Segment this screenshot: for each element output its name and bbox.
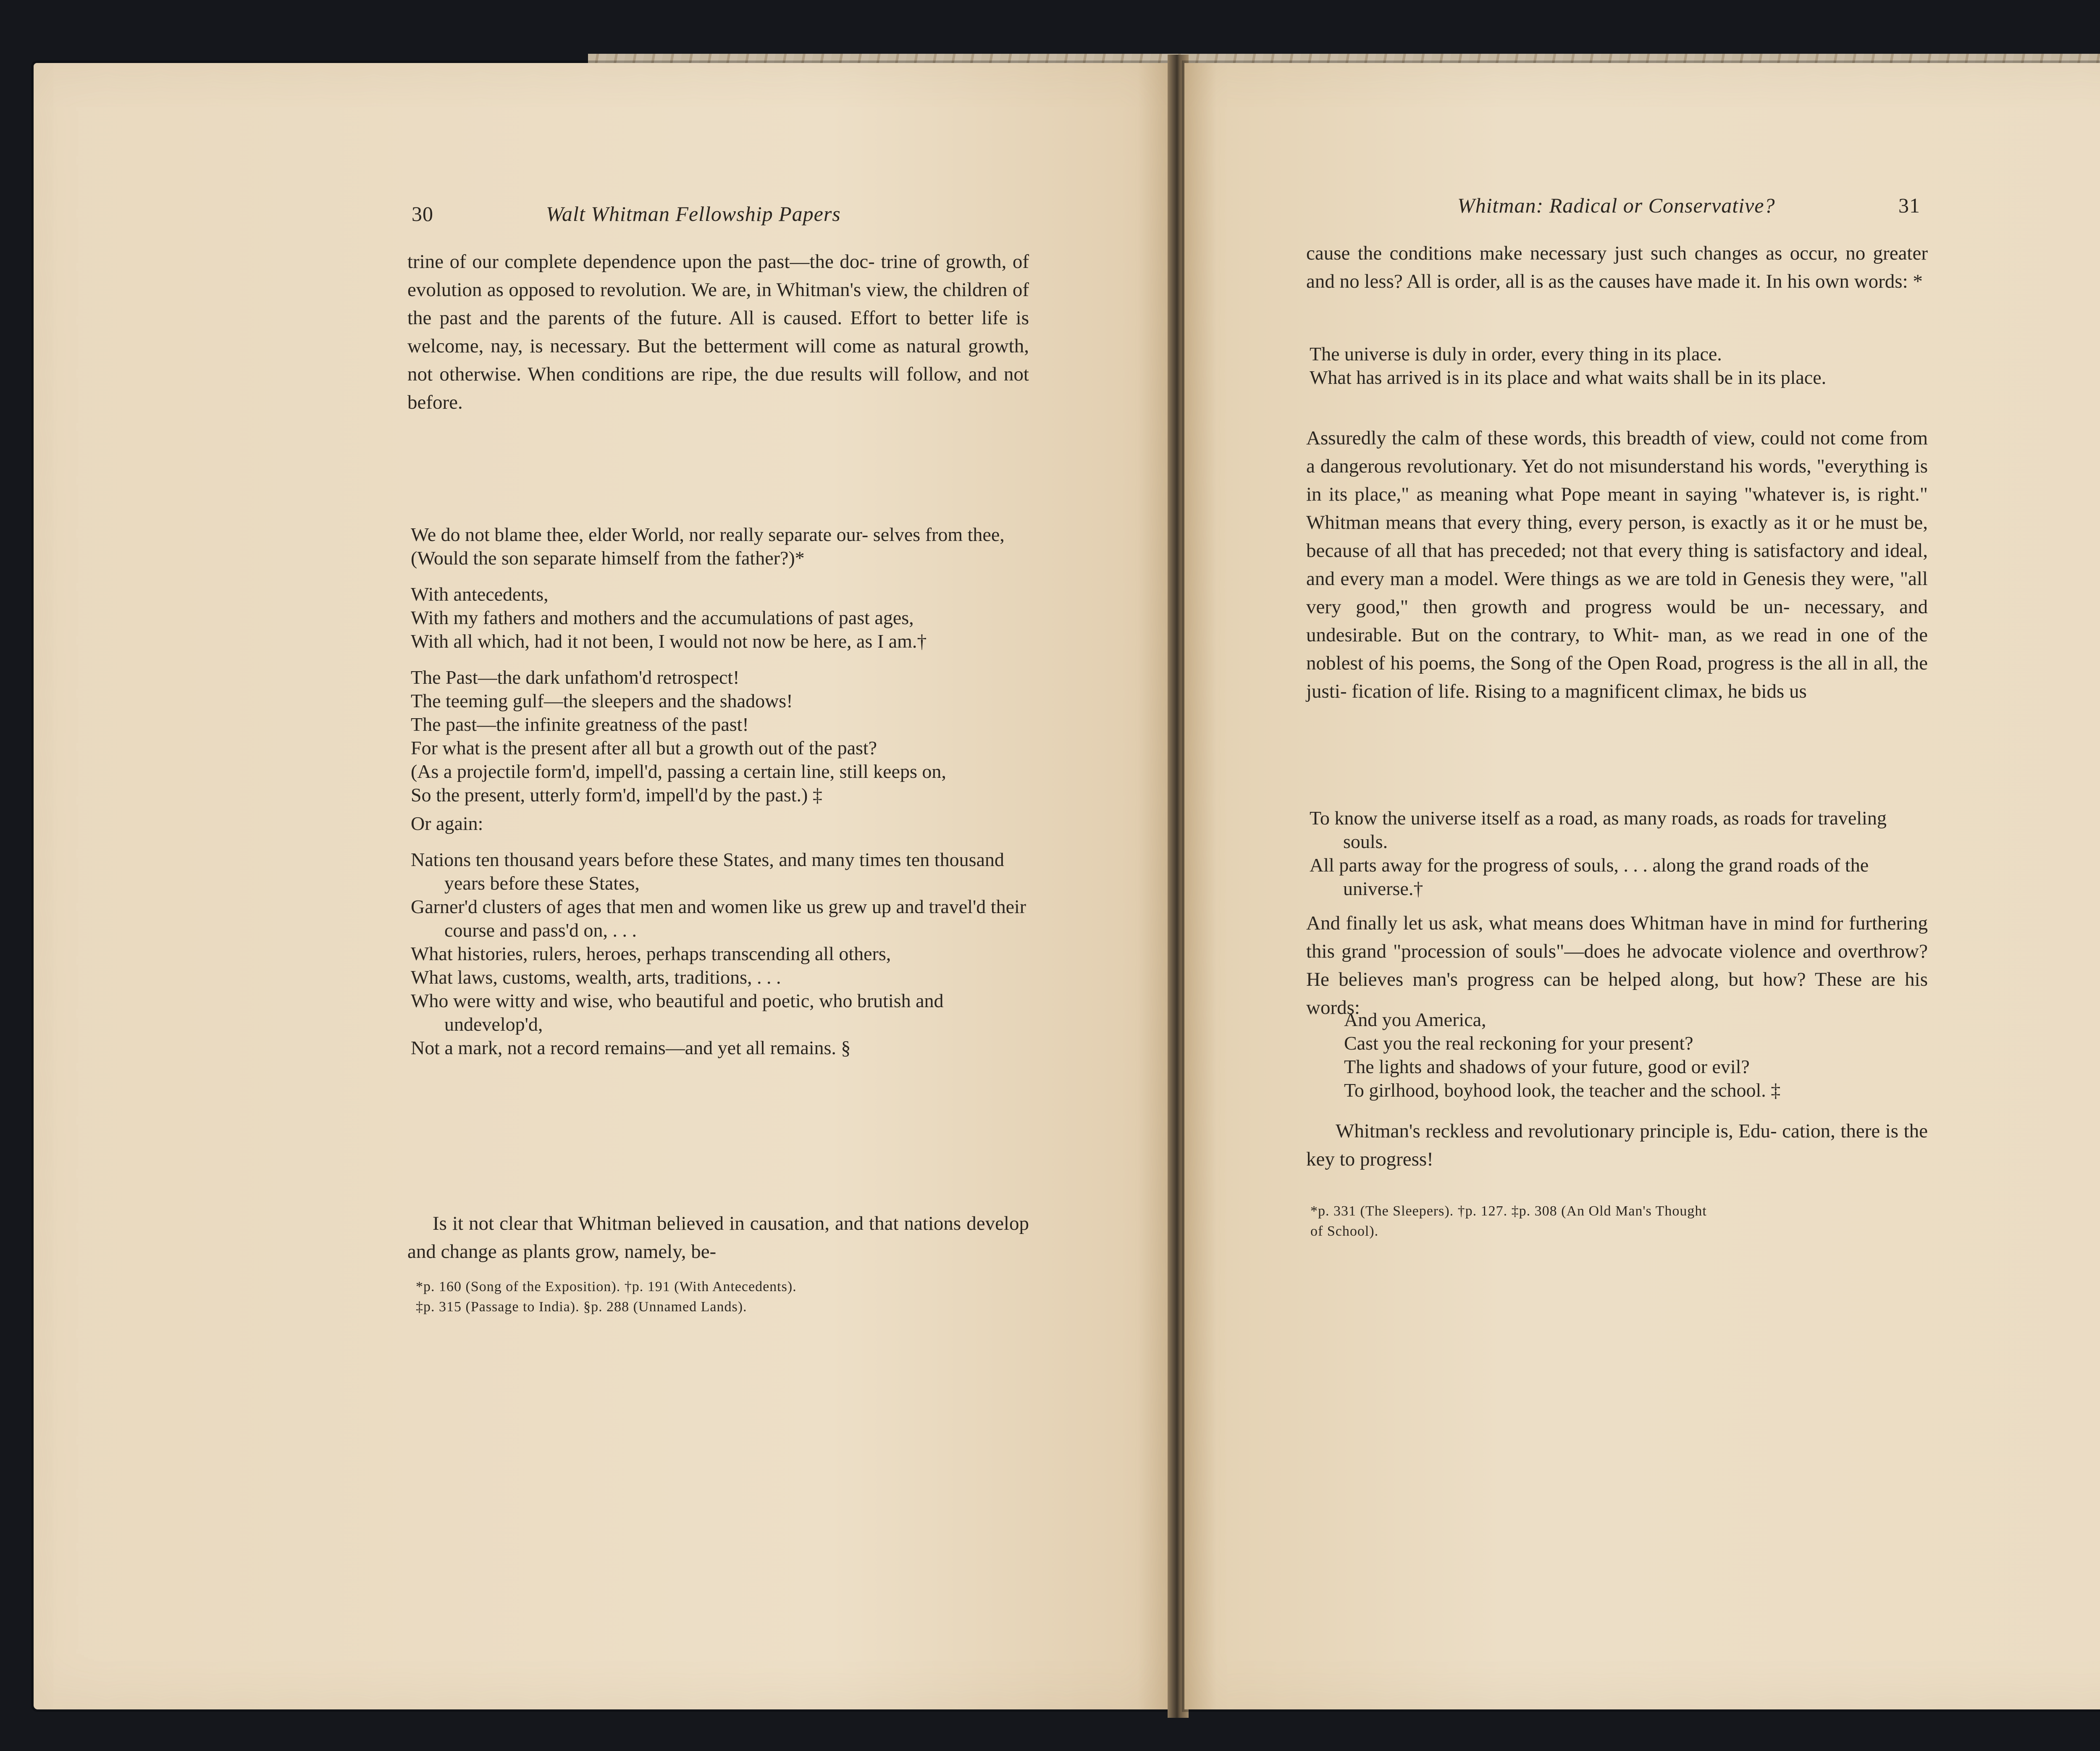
left-page [34, 63, 1172, 1709]
poem-line: Cast you the real reckoning for your present? [1344, 1032, 1693, 1054]
right-poem-2 [1310, 806, 1931, 900]
running-head-left: Walt Whitman Fellowship Papers [546, 202, 841, 226]
left-poem-block [411, 523, 1032, 1060]
right-paragraph-2: Assuredly the calm of these words, this breadth of view, could not come from a dangerous revolutionary. Yet do not misunderstand his words, "everything is in its place," as meaning what Pope meant in saying "whatever is, is right." Whitman means that every thing, every person, is exactly as it or he must be, because of all that has preceded; not that every thing is satisfactory and ideal, and every man a model. Were things as we are told in Genesis they were, "all very good," then growth and progress would be un- necessary, and undesirable. But on the contrary, to Whit- man, as we read in one of the noblest of his poems, the Song of the Open Road, progress is the all in all, the justi- fication of life. Rising to a magnificent climax, he bids us [1306, 427, 1928, 702]
poem-line: Who were witty and wise, who beautiful and poetic, who brutish and undevelop'd, [411, 990, 944, 1035]
poem-line: We do not blame thee, elder World, nor really separate our- selves from thee, [411, 524, 1005, 545]
poem-line: Not a mark, not a record remains—and yet all remains. § [411, 1037, 851, 1058]
left-paragraph-2: Is it not clear that Whitman believed in causation, and that nations develop and change as plants grow, namely, be- [407, 1213, 1029, 1263]
poem-line: All parts away for the progress of souls, . . . along the grand roads of the universe.† [1310, 854, 1869, 899]
left-footnotes [416, 1277, 1037, 1317]
page-number-right: 31 [1898, 194, 1920, 217]
poem-line: With antecedents, [411, 583, 549, 605]
footnote: *p. 331 (The Sleepers). †p. 127. ‡p. 308 (An Old Man's Thought [1310, 1203, 1707, 1219]
poem-line: To girlhood, boyhood look, the teacher and the school. ‡ [1344, 1079, 1781, 1101]
poem-line: What laws, customs, wealth, arts, traditions, . . . [411, 966, 781, 988]
right-footnotes [1310, 1201, 1932, 1242]
running-head-right: Whitman: Radical or Conservative? [1457, 194, 1775, 217]
left-paragraph-1: trine of our complete dependence upon the past—the doc- trine of growth, of evolution as opposed to revolution. We are, in Whitman's view, the children of the past and the parents of the future. All is caused. Effort to better life is welcome, nay, is necessary. But the betterment will come as natural growth, not otherwise. When conditions are ripe, the due results will follow, and not before. [407, 251, 1029, 413]
footnote: of School). [1310, 1223, 1379, 1239]
poem-line: To know the universe itself as a road, as many roads, as roads for traveling souls. [1310, 807, 1887, 852]
poem-line: The universe is duly in order, every thing in its place. [1310, 343, 1722, 365]
poem-line: And you America, [1344, 1009, 1486, 1030]
poem-line: The lights and shadows of your future, good or evil? [1344, 1056, 1750, 1077]
poem-line: The past—the infinite greatness of the past! [411, 714, 749, 735]
right-paragraph-3: And finally let us ask, what means does Whitman have in mind for furthering this grand "procession of souls"—does he advocate violence and overthrow? He believes man's progress can be helped along, but how? These are his words: [1306, 912, 1928, 1019]
poem-line: Garner'd clusters of ages that men and women like us grew up and travel'd their course and pass'd on, . . . [411, 896, 1026, 941]
poem-line: (Would the son separate himself from the father?)* [411, 547, 805, 569]
poem-line: With my fathers and mothers and the accumulations of past ages, [411, 607, 914, 628]
right-poem-1 [1310, 342, 1931, 389]
page-number-left: 30 [412, 202, 433, 226]
right-paragraph-4: Whitman's reckless and revolutionary principle is, Edu- cation, there is the key to progress! [1306, 1120, 1928, 1170]
right-page [1184, 63, 2100, 1709]
footnote: *p. 160 (Song of the Exposition). †p. 191 (With Antecedents). [416, 1279, 797, 1294]
poem-line: The Past—the dark unfathom'd retrospect! [411, 667, 740, 688]
poem-line: Or again: [411, 813, 483, 834]
poem-line: (As a projectile form'd, impell'd, passing a certain line, still keeps on, [411, 761, 946, 782]
poem-line: For what is the present after all but a growth out of the past? [411, 737, 877, 759]
poem-line: The teeming gulf—the sleepers and the shadows! [411, 690, 793, 711]
poem-line: Nations ten thousand years before these States, and many times ten thousand years before these States, [411, 849, 1004, 894]
right-paragraph-1: cause the conditions make necessary just such changes as occur, no greater and no less? All is order, all is as the causes have made it. In his own words: * [1306, 242, 1928, 292]
footnote: ‡p. 315 (Passage to India). §p. 288 (Unnamed Lands). [416, 1299, 747, 1315]
poem-line: So the present, utterly form'd, impell'd by the past.) ‡ [411, 784, 822, 806]
poem-line: What histories, rulers, heroes, perhaps transcending all others, [411, 943, 891, 964]
right-poem-3 [1344, 1008, 1966, 1102]
poem-line: What has arrived is in its place and what waits shall be in its place. [1310, 367, 1827, 388]
poem-line: With all which, had it not been, I would not now be here, as I am.† [411, 630, 927, 652]
